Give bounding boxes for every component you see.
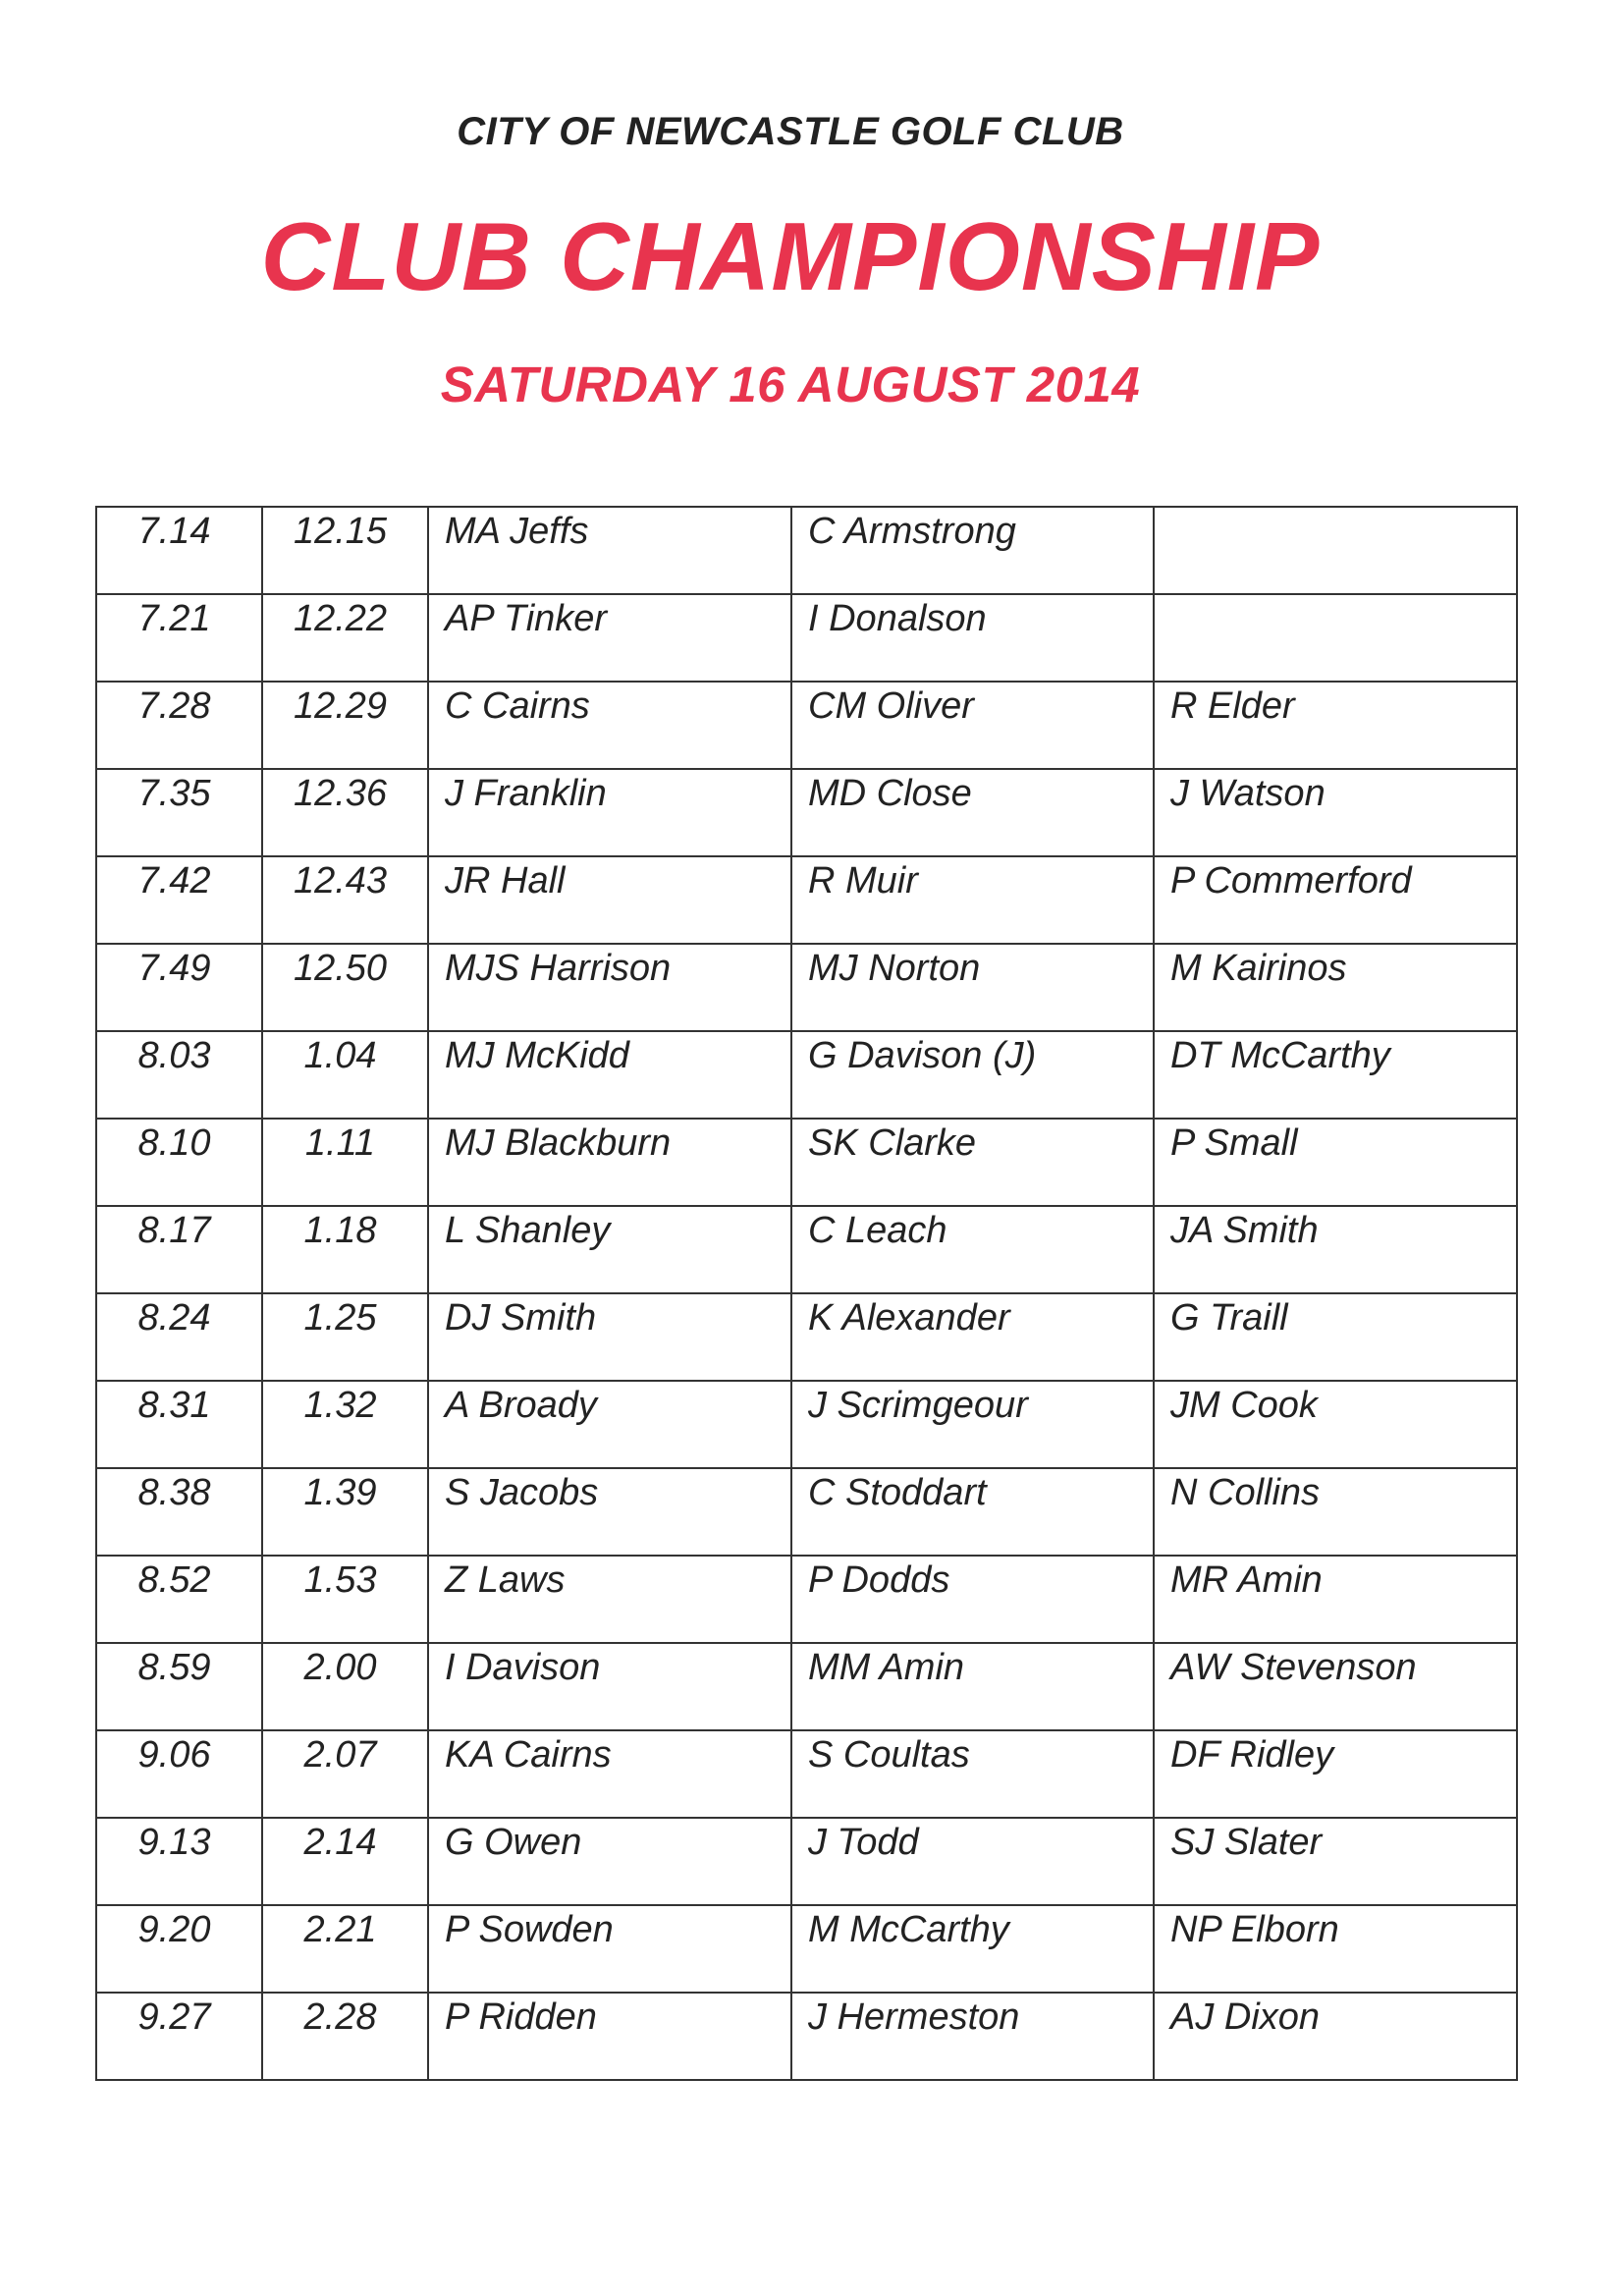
afternoon-tee-time-cell bbox=[262, 594, 428, 682]
table-row bbox=[96, 1993, 1517, 2080]
afternoon-tee-time-cell bbox=[262, 769, 428, 856]
player-1: Z Laws bbox=[445, 1559, 566, 1601]
player-1: P Sowden bbox=[445, 1909, 614, 1950]
player-1: L Shanley bbox=[445, 1210, 611, 1251]
afternoon-tee-time-cell bbox=[262, 1031, 428, 1119]
player-1-cell bbox=[428, 682, 791, 769]
player-1: C Cairns bbox=[445, 685, 590, 727]
player-3 bbox=[1155, 595, 1516, 600]
morning-tee-time-cell bbox=[96, 1730, 262, 1818]
morning-tee-time-cell bbox=[96, 769, 262, 856]
player-1: S Jacobs bbox=[445, 1472, 599, 1513]
player-2-cell bbox=[791, 1993, 1154, 2080]
player-2: C Stoddart bbox=[808, 1472, 987, 1513]
afternoon-tee-time-cell bbox=[262, 507, 428, 594]
player-1-cell bbox=[428, 1993, 791, 2080]
player-3: AJ Dixon bbox=[1170, 1996, 1321, 2038]
morning-tee-time-cell bbox=[96, 1119, 262, 1206]
player-2: G Davison (J) bbox=[808, 1035, 1037, 1076]
player-3-cell bbox=[1154, 856, 1517, 944]
player-3: J Watson bbox=[1170, 773, 1325, 814]
player-3: JM Cook bbox=[1170, 1385, 1318, 1426]
player-3: P Small bbox=[1170, 1122, 1298, 1164]
player-1-cell bbox=[428, 1905, 791, 1993]
player-1: A Broady bbox=[445, 1385, 597, 1426]
afternoon-tee-time-cell bbox=[262, 1643, 428, 1730]
morning-tee-time-cell bbox=[96, 594, 262, 682]
morning-tee-time: 8.31 bbox=[137, 1385, 211, 1426]
player-3: MR Amin bbox=[1170, 1559, 1323, 1601]
afternoon-tee-time-cell bbox=[262, 1993, 428, 2080]
afternoon-tee-time: 12.29 bbox=[293, 685, 388, 727]
afternoon-tee-time-cell bbox=[262, 1381, 428, 1468]
event-date: SATURDAY 16 AUGUST 2014 bbox=[440, 356, 1141, 412]
afternoon-tee-time-cell bbox=[262, 1818, 428, 1905]
player-3-cell bbox=[1154, 1293, 1517, 1381]
morning-tee-time: 9.27 bbox=[137, 1996, 211, 2038]
player-2: MJ Norton bbox=[808, 948, 981, 989]
table-row bbox=[96, 1905, 1517, 1993]
morning-tee-time-cell bbox=[96, 507, 262, 594]
player-2: SK Clarke bbox=[808, 1122, 977, 1164]
morning-tee-time: 8.52 bbox=[137, 1559, 211, 1601]
player-3-cell bbox=[1154, 1381, 1517, 1468]
player-3-cell bbox=[1154, 1031, 1517, 1119]
player-2-cell bbox=[791, 1905, 1154, 1993]
player-1-cell bbox=[428, 1818, 791, 1905]
morning-tee-time-cell bbox=[96, 1818, 262, 1905]
afternoon-tee-time: 2.21 bbox=[303, 1909, 377, 1950]
player-3-cell bbox=[1154, 1643, 1517, 1730]
player-3: SJ Slater bbox=[1170, 1822, 1323, 1863]
morning-tee-time-cell bbox=[96, 1643, 262, 1730]
player-2: C Leach bbox=[808, 1210, 947, 1251]
afternoon-tee-time-cell bbox=[262, 1119, 428, 1206]
afternoon-tee-time-cell bbox=[262, 1206, 428, 1293]
player-3-cell bbox=[1154, 507, 1517, 594]
player-2: CM Oliver bbox=[808, 685, 974, 727]
table-row bbox=[96, 856, 1517, 944]
player-2: J Scrimgeour bbox=[808, 1385, 1028, 1426]
player-3-cell bbox=[1154, 594, 1517, 682]
player-1-cell bbox=[428, 1031, 791, 1119]
player-2-cell bbox=[791, 594, 1154, 682]
player-2-cell bbox=[791, 856, 1154, 944]
afternoon-tee-time: 12.15 bbox=[293, 511, 388, 552]
morning-tee-time: 8.59 bbox=[137, 1647, 211, 1688]
player-1: MJS Harrison bbox=[445, 948, 672, 989]
player-1-cell bbox=[428, 1730, 791, 1818]
morning-tee-time-cell bbox=[96, 1905, 262, 1993]
player-3: P Commerford bbox=[1170, 860, 1412, 902]
table-row bbox=[96, 769, 1517, 856]
player-2-cell bbox=[791, 1556, 1154, 1643]
afternoon-tee-time-cell bbox=[262, 856, 428, 944]
player-1-cell bbox=[428, 1556, 791, 1643]
player-2: R Muir bbox=[808, 860, 918, 902]
player-3-cell bbox=[1154, 1730, 1517, 1818]
morning-tee-time: 8.38 bbox=[137, 1472, 211, 1513]
player-3-cell bbox=[1154, 1556, 1517, 1643]
morning-tee-time: 7.28 bbox=[137, 685, 211, 727]
player-2-cell bbox=[791, 1293, 1154, 1381]
afternoon-tee-time-cell bbox=[262, 1556, 428, 1643]
player-1: I Davison bbox=[445, 1647, 601, 1688]
table-row bbox=[96, 682, 1517, 769]
morning-tee-time-cell bbox=[96, 1031, 262, 1119]
player-2: M McCarthy bbox=[808, 1909, 1009, 1950]
player-1: AP Tinker bbox=[445, 598, 608, 639]
club-name: CITY OF NEWCASTLE GOLF CLUB bbox=[457, 110, 1124, 153]
afternoon-tee-time-cell bbox=[262, 1468, 428, 1556]
player-3: G Traill bbox=[1170, 1297, 1288, 1339]
table-row bbox=[96, 1381, 1517, 1468]
afternoon-tee-time: 2.07 bbox=[303, 1734, 377, 1776]
player-1: JR Hall bbox=[445, 860, 566, 902]
morning-tee-time-cell bbox=[96, 1556, 262, 1643]
player-2: J Hermeston bbox=[808, 1996, 1020, 2038]
player-2-cell bbox=[791, 1206, 1154, 1293]
player-3-cell bbox=[1154, 1468, 1517, 1556]
player-3 bbox=[1155, 508, 1516, 513]
afternoon-tee-time-cell bbox=[262, 1905, 428, 1993]
afternoon-tee-time: 1.18 bbox=[303, 1210, 377, 1251]
table-row bbox=[96, 1818, 1517, 1905]
player-1-cell bbox=[428, 1293, 791, 1381]
player-3-cell bbox=[1154, 1818, 1517, 1905]
player-3: DT McCarthy bbox=[1170, 1035, 1390, 1076]
table-row bbox=[96, 1206, 1517, 1293]
table-row bbox=[96, 1468, 1517, 1556]
morning-tee-time-cell bbox=[96, 1468, 262, 1556]
afternoon-tee-time: 2.14 bbox=[303, 1822, 377, 1863]
player-2-cell bbox=[791, 682, 1154, 769]
player-1-cell bbox=[428, 1206, 791, 1293]
morning-tee-time: 7.35 bbox=[137, 773, 211, 814]
player-2-cell bbox=[791, 1468, 1154, 1556]
player-1-cell bbox=[428, 507, 791, 594]
afternoon-tee-time: 12.43 bbox=[293, 860, 388, 902]
table-row bbox=[96, 1031, 1517, 1119]
table-row bbox=[96, 594, 1517, 682]
morning-tee-time-cell bbox=[96, 1206, 262, 1293]
player-3: DF Ridley bbox=[1170, 1734, 1334, 1776]
afternoon-tee-time: 12.22 bbox=[293, 598, 388, 639]
player-2-cell bbox=[791, 944, 1154, 1031]
player-2-cell bbox=[791, 769, 1154, 856]
player-2: J Todd bbox=[808, 1822, 919, 1863]
player-2-cell bbox=[791, 1730, 1154, 1818]
afternoon-tee-time-cell bbox=[262, 1730, 428, 1818]
player-3-cell bbox=[1154, 1905, 1517, 1993]
player-2-cell bbox=[791, 507, 1154, 594]
morning-tee-time: 8.24 bbox=[137, 1297, 211, 1339]
table-row bbox=[96, 1556, 1517, 1643]
afternoon-tee-time: 1.32 bbox=[303, 1385, 377, 1426]
table-row bbox=[96, 507, 1517, 594]
player-1-cell bbox=[428, 594, 791, 682]
player-3: JA Smith bbox=[1170, 1210, 1319, 1251]
afternoon-tee-time: 1.39 bbox=[303, 1472, 377, 1513]
player-1: G Owen bbox=[445, 1822, 582, 1863]
morning-tee-time: 9.20 bbox=[137, 1909, 211, 1950]
player-3-cell bbox=[1154, 682, 1517, 769]
player-1-cell bbox=[428, 856, 791, 944]
player-1-cell bbox=[428, 1468, 791, 1556]
afternoon-tee-time-cell bbox=[262, 682, 428, 769]
afternoon-tee-time: 12.36 bbox=[293, 773, 388, 814]
player-3-cell bbox=[1154, 1206, 1517, 1293]
afternoon-tee-time: 1.25 bbox=[303, 1297, 377, 1339]
morning-tee-time-cell bbox=[96, 682, 262, 769]
morning-tee-time-cell bbox=[96, 944, 262, 1031]
table-row bbox=[96, 1643, 1517, 1730]
player-3: AW Stevenson bbox=[1170, 1647, 1417, 1688]
morning-tee-time: 8.03 bbox=[137, 1035, 211, 1076]
player-1-cell bbox=[428, 944, 791, 1031]
player-2: C Armstrong bbox=[808, 511, 1016, 552]
morning-tee-time-cell bbox=[96, 1381, 262, 1468]
player-2-cell bbox=[791, 1119, 1154, 1206]
table-row bbox=[96, 1119, 1517, 1206]
morning-tee-time: 8.17 bbox=[137, 1210, 211, 1251]
afternoon-tee-time: 1.11 bbox=[304, 1122, 376, 1164]
player-3: N Collins bbox=[1170, 1472, 1321, 1513]
player-2-cell bbox=[791, 1381, 1154, 1468]
player-1: MJ Blackburn bbox=[445, 1122, 672, 1164]
player-2: I Donalson bbox=[808, 598, 987, 639]
morning-tee-time-cell bbox=[96, 856, 262, 944]
player-3: M Kairinos bbox=[1170, 948, 1347, 989]
afternoon-tee-time-cell bbox=[262, 944, 428, 1031]
player-3-cell bbox=[1154, 1993, 1517, 2080]
afternoon-tee-time: 1.53 bbox=[303, 1559, 377, 1601]
afternoon-tee-time: 2.00 bbox=[303, 1647, 377, 1688]
player-1-cell bbox=[428, 1643, 791, 1730]
afternoon-tee-time: 12.50 bbox=[293, 948, 388, 989]
player-2: S Coultas bbox=[808, 1734, 970, 1776]
player-2: K Alexander bbox=[808, 1297, 1010, 1339]
player-3-cell bbox=[1154, 1119, 1517, 1206]
morning-tee-time: 9.13 bbox=[137, 1822, 211, 1863]
player-1: MJ McKidd bbox=[445, 1035, 629, 1076]
player-3: R Elder bbox=[1170, 685, 1295, 727]
event-title: CLUB CHAMPIONSHIP bbox=[260, 202, 1321, 310]
table-row bbox=[96, 944, 1517, 1031]
player-1: MA Jeffs bbox=[445, 511, 589, 552]
morning-tee-time-cell bbox=[96, 1993, 262, 2080]
morning-tee-time: 8.10 bbox=[137, 1122, 211, 1164]
player-2-cell bbox=[791, 1031, 1154, 1119]
player-2-cell bbox=[791, 1643, 1154, 1730]
player-1: DJ Smith bbox=[445, 1297, 597, 1339]
morning-tee-time: 7.21 bbox=[137, 598, 211, 639]
table-row bbox=[96, 1730, 1517, 1818]
player-1: KA Cairns bbox=[445, 1734, 612, 1776]
player-1-cell bbox=[428, 1119, 791, 1206]
player-2: MM Amin bbox=[808, 1647, 965, 1688]
morning-tee-time: 7.49 bbox=[137, 948, 211, 989]
player-3-cell bbox=[1154, 944, 1517, 1031]
morning-tee-time: 9.06 bbox=[137, 1734, 211, 1776]
morning-tee-time-cell bbox=[96, 1293, 262, 1381]
afternoon-tee-time: 1.04 bbox=[303, 1035, 377, 1076]
player-2-cell bbox=[791, 1818, 1154, 1905]
tee-times-table bbox=[95, 506, 1518, 2081]
player-1: P Ridden bbox=[445, 1996, 597, 2038]
player-3-cell bbox=[1154, 769, 1517, 856]
morning-tee-time: 7.42 bbox=[137, 860, 211, 902]
player-2: MD Close bbox=[808, 773, 972, 814]
player-1-cell bbox=[428, 1381, 791, 1468]
morning-tee-time: 7.14 bbox=[137, 511, 211, 552]
player-1: J Franklin bbox=[445, 773, 607, 814]
tee-times-body bbox=[96, 507, 1517, 2080]
table-row bbox=[96, 1293, 1517, 1381]
player-3: NP Elborn bbox=[1170, 1909, 1339, 1950]
afternoon-tee-time: 2.28 bbox=[303, 1996, 377, 2038]
player-1-cell bbox=[428, 769, 791, 856]
afternoon-tee-time-cell bbox=[262, 1293, 428, 1381]
player-2: P Dodds bbox=[808, 1559, 950, 1601]
